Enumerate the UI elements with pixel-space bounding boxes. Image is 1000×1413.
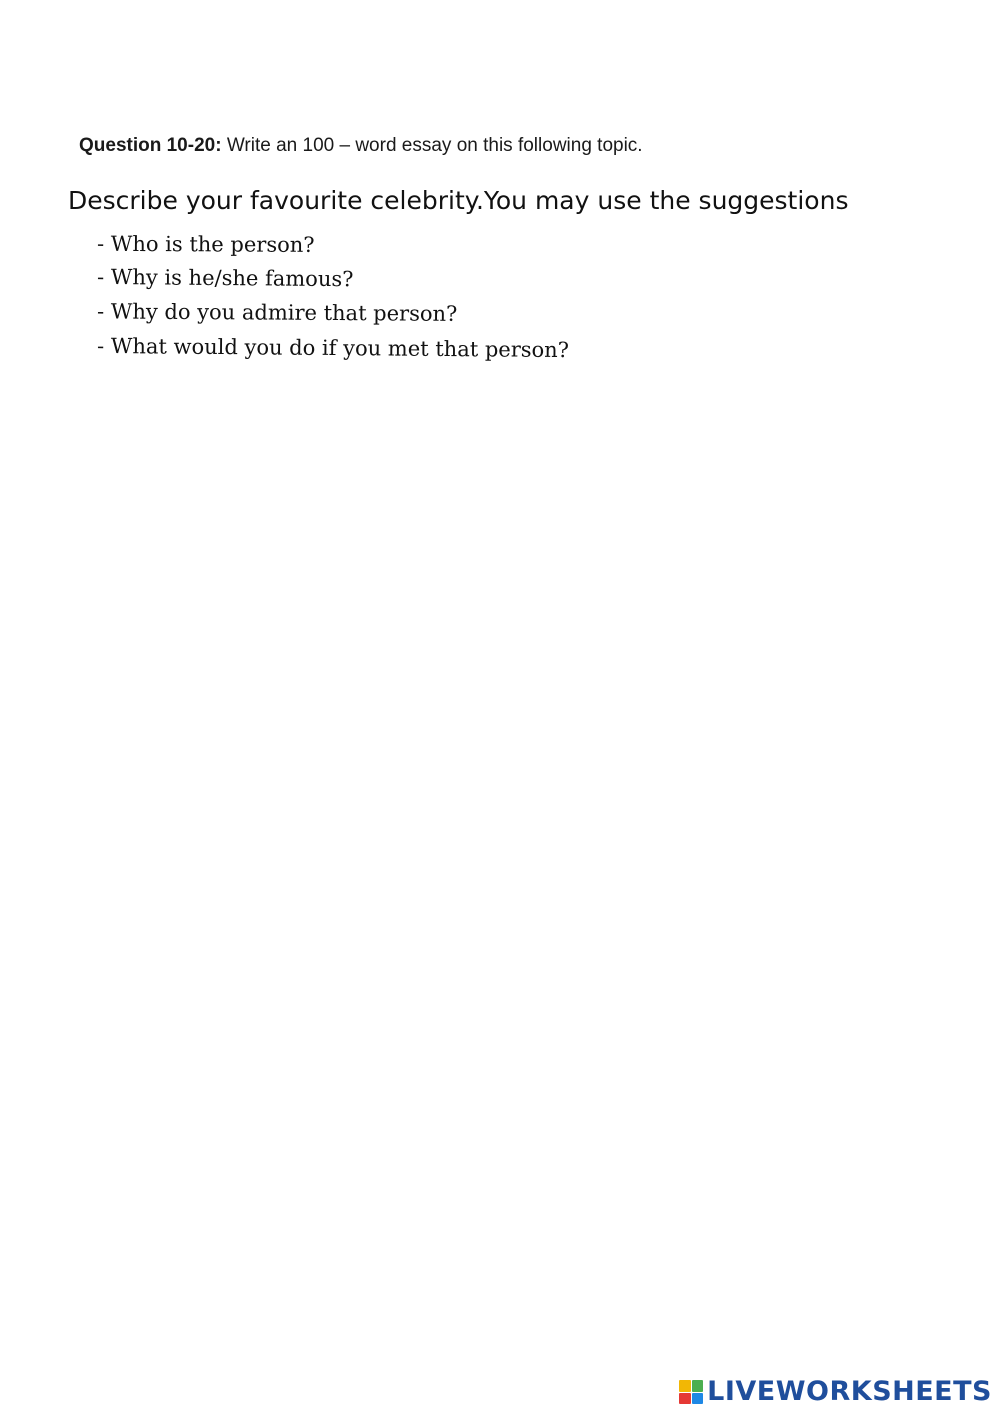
- suggestion-item: - Why is he/she famous?: [96, 264, 354, 292]
- suggestion-item: - Why do you admire that person?: [96, 299, 458, 326]
- liveworksheets-watermark: [679, 1377, 992, 1407]
- question-instruction-text: Write an 100 – word essay on this following topic.: [226, 135, 643, 156]
- watermark-text: LIVEWORKSHEETS: [707, 1376, 992, 1407]
- suggestion-item: - What would you do if you met that person?: [96, 333, 570, 363]
- question-number-label: Question 10-20:: [79, 135, 222, 156]
- essay-topic-prompt: Describe your favourite celebrity.You may use the suggestions: [68, 186, 849, 215]
- suggestion-item: - Who is the person?: [96, 231, 315, 257]
- suggestion-list: [97, 230, 569, 366]
- question-instruction: [79, 135, 643, 157]
- liveworksheets-logo-icon: [679, 1380, 703, 1404]
